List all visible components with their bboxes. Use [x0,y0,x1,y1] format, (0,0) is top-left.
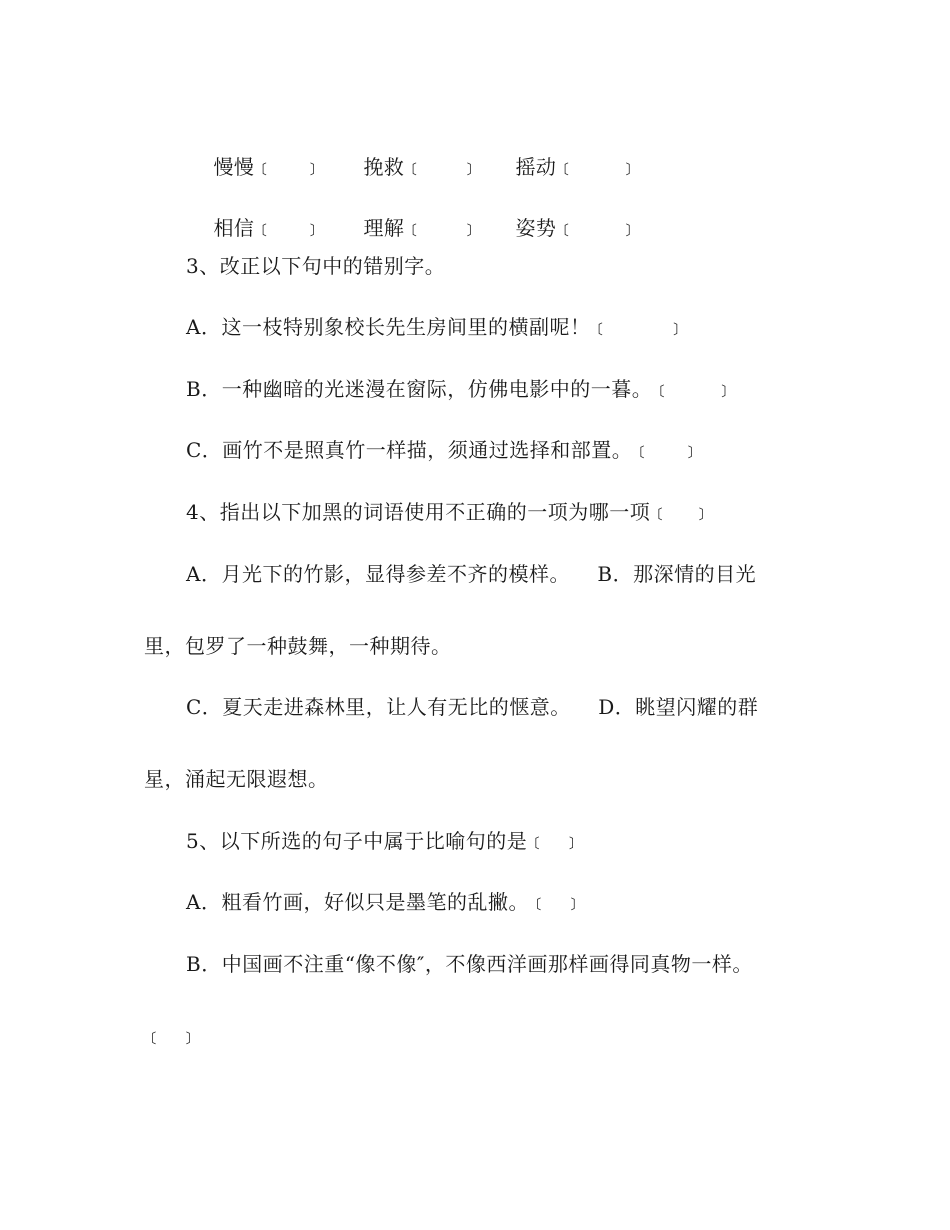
word-item [515,155,638,179]
word: 慢慢 [213,155,255,179]
answer-blank: ﹝ ﹞ [556,155,639,179]
word-item [213,155,363,179]
question-3-option-a: A．这一枝特别象校长先生房间里的横副呢！﹝ ﹞ [186,315,687,339]
question-3-option-b: B．一种幽暗的光迷漫在窗际，仿佛电影中的一暮。﹝ ﹞ [186,377,735,401]
answer-blank: ﹝ ﹞ [404,216,480,240]
word-item [213,216,363,240]
word: 摇动 [515,155,557,179]
question-5-title: 5、以下所选的句子中属于比喻句的是﹝ ﹞ [186,829,582,853]
question-3-title: 3、改正以下句中的错别字。 [186,254,446,278]
answer-blank: ﹝ ﹞ [254,216,323,240]
question-4-title: 4、指出以下加黑的词语使用不正确的一项为哪一项﹝ ﹞ [186,500,712,524]
question-3-option-c: C．画竹不是照真竹一样描，须通过选择和部置。﹝ ﹞ [186,438,701,462]
answer-blank: ﹝ ﹞ [556,216,639,240]
word-item [515,216,638,240]
word: 姿势 [515,216,557,240]
word-item [363,155,515,179]
word: 相信 [213,216,255,240]
question-4-options-ab-cont: 里，包罗了一种鼓舞，一种期待。 [144,634,452,658]
question-4-options-cd-cont: 星，涌起无限遐想。 [144,767,329,791]
answer-blank: ﹝ ﹞ [254,155,323,179]
question-5-option-a: A．粗看竹画，好似只是墨笔的乱撇。﹝ ﹞ [186,890,584,914]
answer-blank: ﹝ ﹞ [404,155,480,179]
question-4-options-ab: A．月光下的竹影，显得参差不齐的模样。 B．那深情的目光 [186,562,757,586]
word: 挽救 [363,155,405,179]
word: 理解 [363,216,405,240]
question-5-option-b-blank: ﹝ ﹞ [144,1024,199,1048]
question-4-options-cd: C．夏天走进森林里，让人有无比的惬意。 D．眺望闪耀的群 [186,695,759,719]
word-item [363,216,515,240]
question-5-option-b: B．中国画不注重“像不像″，不像西洋画那样画得同真物一样。 [186,952,753,976]
